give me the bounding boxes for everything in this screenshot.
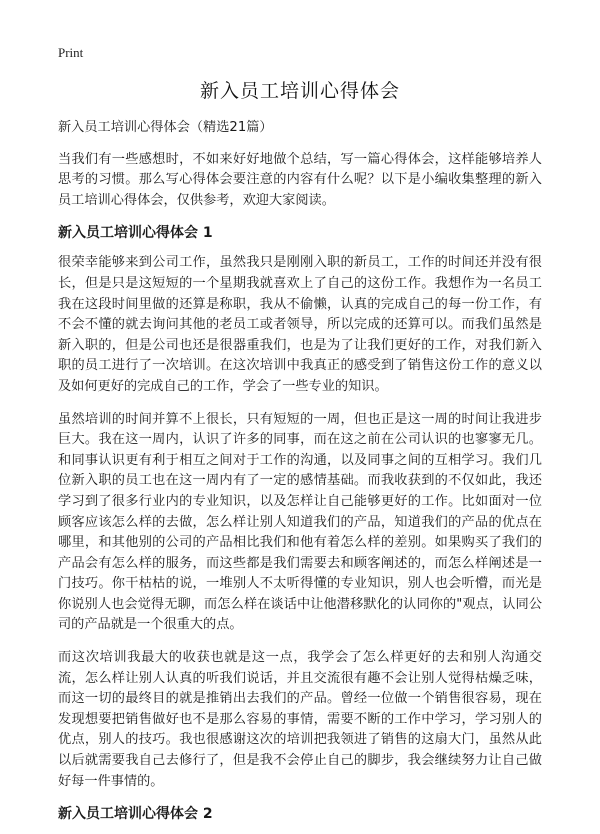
section-heading-2: 新入员工培训心得体会 2 [58,806,213,823]
intro-paragraph: 当我们有一些感想时，不如来好好地做个总结，写一篇心得体会，这样能够培养人思考的习惯。那么写心得体会要注意的内容有什么呢？以下是小编收集整理的新入员工培训心得体会，仅供参考，欢迎大家阅读。 [58,151,542,208]
section-1-paragraph-2: 虽然培训的时间并算不上很长，只有短短的一周，但也正是这一周的时间让我进步巨大。我在这一周内，认识了许多的同事，而在这之前在公司认识的也寥寥无几。和同事认识更有利于相互之间对于工作的沟通，以及同事之间的互相学习。我们几位新入职的员工也在这一周内有了一定的感情基础。而我收获到的不仅如此，我还学习到了很多行业内的专业知识，以及怎样让自己能够更好的工作。比如面对一位顾客应该怎么样的去做，怎么样让别人知道我们的产品，知道我们的产品的优点在哪里，和其他别的公司的产品相比我们和他有着怎么样的差别。如果购买了我们的产品会有怎么样的服务，而这些都是我们需要去和顾客阐述的，而怎么样阐述是一门技巧。你干枯枯的说，一堆别人不太听得懂的专业知识，别人也会听懵，而光是你说别人也会觉得无聊，而怎么样在谈话中让他潜移默化的认同你的"观点，认同公司的产品就是一个很重大的点。 [58,411,542,633]
section-1-paragraph-1: 很荣幸能够来到公司工作，虽然我只是刚刚入职的新员工，工作的时间还并没有很长，但是只是这短短的一个星期我就喜欢上了自己的这份工作。我想作为一名员工我在这段时间里做的还算是称职，我从不偷懒，认真的完成自己的每一份工作，有不会不懂的就去询问其他的老员工或者领导，所以完成的还算可以。而我们虽然是新入职的，但是公司也还是很器重我们，也是为了让我们更好的工作，对我们新入职的员工进行了一次培训。在这次培训中我真正的感受到了销售这份工作的意义以及如何更好的完成自己的工作，学会了一些专业的知识。 [58,255,542,394]
section-1-paragraph-3: 而这次培训我最大的收获也就是这一点，我学会了怎么样更好的去和别人沟通交流，怎么样让别人认真的听我们说话，并且交流很有趣不会让别人觉得枯燥乏味，而这一切的最终目的就是推销出去我们的产品。曾经一位做一个销售很容易，现在发现想要把销售做好也不是那么容易的事情，需要不断的工作中学习，学习别人的优点，别人的技巧。我也很感谢这次的培训把我领进了销售的这扇大门，虽然从此以后就需要我自己去修行了，但是我不会停止自己的脚步，我会继续努力让自己做好每一件事情的。 [58,650,542,789]
article-body [58,118,542,834]
section-heading-1: 新入员工培训心得体会 1 [58,225,213,242]
page-title: 新入员工培训心得体会 [199,80,400,102]
article-subtitle: 新入员工培训心得体会（精选21篇） [58,120,273,135]
print-label: Print [58,45,84,60]
